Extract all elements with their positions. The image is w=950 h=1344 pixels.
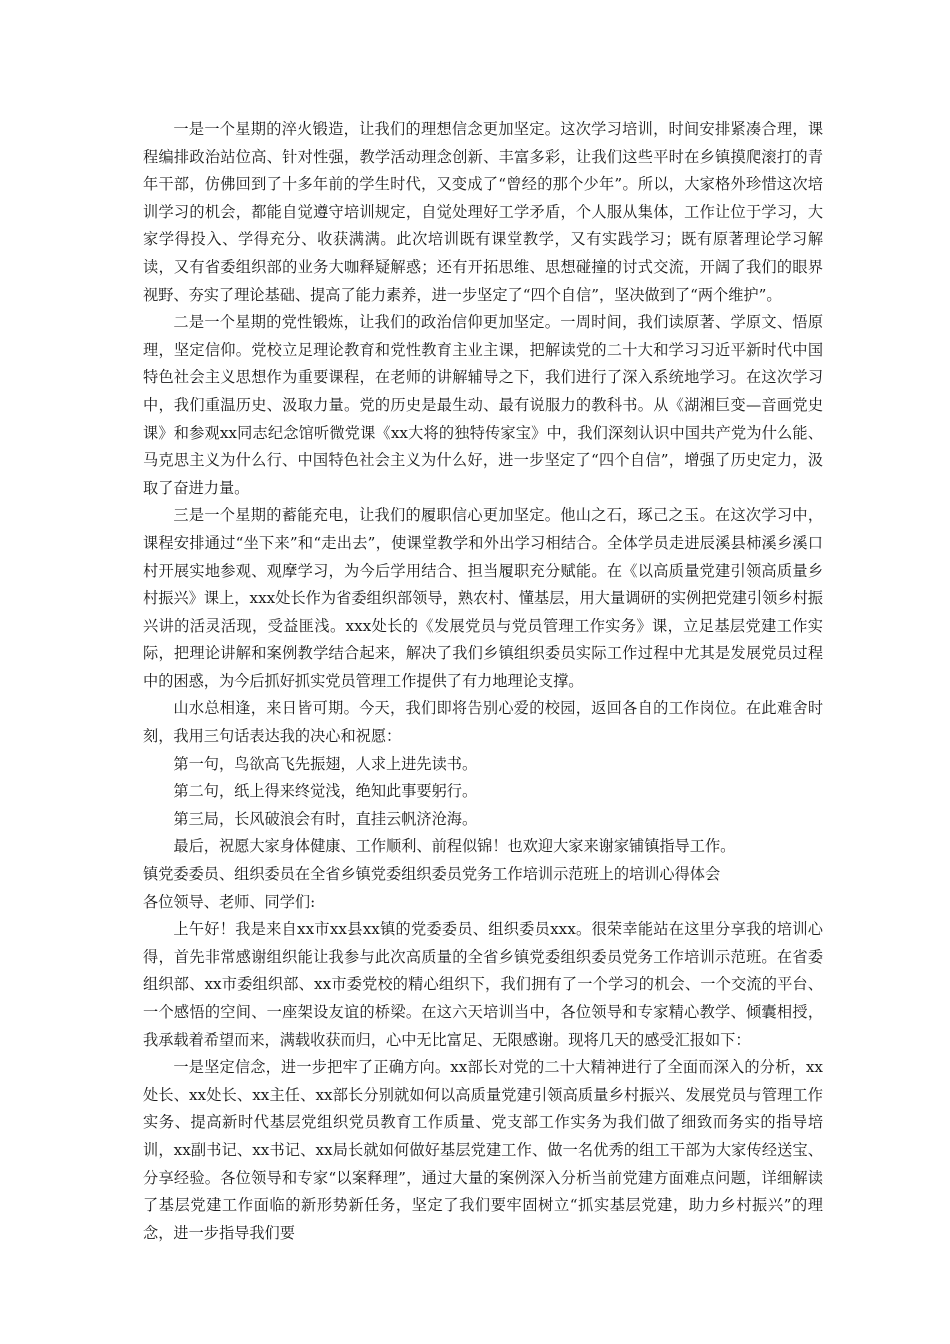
- paragraph-1: 一是一个星期的淬火锻造，让我们的理想信念更加坚定。这次学习培训，时间安排紧凑合理，课程编排政治站位高、针对性强，教学活动理念创新、丰富多彩，让我们这些平时在乡镇摸爬滚打的青年干部，仿佛回到了十多年前的学生时代，又变成了“曾经的那个少年”。所以，大家格外珍惜这次培训学习的机会，都能自觉遵守培训规定，自觉处理好工学矛盾，个人服从集体，工作让位于学习，大家学得投入、学得充分、收获满满。此次培训既有课堂教学，又有实践学习；既有原著理论学习解读，又有省委组织部的业务大咖释疑解惑；还有开拓思维、思想碰撞的讨式交流，开阔了我们的眼界视野、夯实了理论基础、提高了能力素养，进一步坚定了“四个自信”，坚决做到了“两个维护”。: [143, 120, 823, 304]
- paragraph-7: 第三局，长风破浪会有时，直挂云帆济沧海。: [173, 809, 478, 828]
- paragraph-10: 一是坚定信念，进一步把牢了正确方向。xx部长对党的二十大精神进行了全面而深入的分析，xx处长、xx处长、xx主任、xx部长分别就如何以高质量党建引领高质量乡村振兴、发展党员与管理工作实务、提高新时代基层党组织党员教育工作质量、党支部工作实务为我们做了细致而务实的指导培训，xx副书记、xx书记、xx局长就如何做好基层党建工作、做一名优秀的组工干部为大家传经送宝、分享经验。各位领导和专家“以案释理”，通过大量的案例深入分析当前党建方面难点问题，详细解读了基层党建工作面临的新形势新任务，坚定了我们要牢固树立“抓实基层党建，助力乡村振兴”的理念，进一步指导我们要: [143, 1058, 823, 1242]
- paragraph-5: 第一句，鸟欲高飞先振翅，人求上进先读书。: [173, 754, 478, 773]
- document-body: [143, 116, 823, 1247]
- paragraph-2: 二是一个星期的党性锻炼，让我们的政治信仰更加坚定。一周时间，我们读原著、学原文、悟原理，坚定信仰。党校立足理论教育和党性教育主业主课，把解读党的二十大和学习习近平新时代中国特色社会主义思想作为重要课程，在老师的讲解辅导之下，我们进行了深入系统地学习。在这次学习中，我们重温历史、汲取力量。党的历史是最生动、最有说服力的教科书。从《湖湘巨变—音画党史课》和参观xx同志纪念馆听微党课《xx大将的独特传家宝》中，我们深刻认识中国共产党为什么能、马克思主义为什么行、中国特色社会主义为什么好，进一步坚定了“四个自信”，增强了历史定力，汲取了奋进力量。: [143, 313, 823, 497]
- paragraph-6: 第二句，纸上得来终觉浅，绝知此事要躬行。: [173, 782, 478, 801]
- paragraph-8: 最后，祝愿大家身体健康、工作顺利、前程似锦！也欢迎大家来谢家铺镇指导工作。: [173, 837, 736, 856]
- paragraph-4: 山水总相逢，来日皆可期。今天，我们即将告别心爱的校园，返回各自的工作岗位。在此难舍时刻，我用三句话表达我的决心和祝愿：: [143, 699, 823, 746]
- document-title: 镇党委委员、组织委员在全省乡镇党委组织委员党务工作培训示范班上的培训心得体会: [143, 865, 721, 884]
- salutation: 各位领导、老师、同学们:: [143, 892, 316, 911]
- paragraph-9: 上午好！我是来自xx市xx县xx镇的党委委员、组织委员xxx。很荣幸能站在这里分享我的培训心得，首先非常感谢组织能让我参与此次高质量的全省乡镇党委组织委员党务工作培训示范班。在省委组织部、xx市委组织部、xx市委党校的精心组织下，我们拥有了一个学习的机会、一个交流的平台、一个感悟的空间、一座架设友谊的桥梁。在这六天培训当中，各位领导和专家精心教学、倾囊相授，我承载着希望而来，满载收获而归，心中无比富足、无限感谢。现将几天的感受汇报如下：: [143, 920, 823, 1049]
- paragraph-3: 三是一个星期的蓄能充电，让我们的履职信心更加坚定。他山之石，琢己之玉。在这次学习中，课程安排通过“坐下来”和“走出去”，使课堂教学和外出学习相结合。全体学员走进辰溪县柿溪乡溪口村开展实地参观、观摩学习，为今后学用结合、担当履职充分赋能。在《以高质量党建引领高质量乡村振兴》课上，xxx处长作为省委组织部领导，熟农村、懂基层，用大量调研的实例把党建引领乡村振兴讲的活灵活现，受益匪浅。xxx处长的《发展党员与党员管理工作实务》课，立足基层党建工作实际，把理论讲解和案例教学结合起来，解决了我们乡镇组织委员实际工作过程中尤其是发展党员过程中的困惑，为今后抓好抓实党员管理工作提供了有力地理论支撑。: [143, 506, 823, 690]
